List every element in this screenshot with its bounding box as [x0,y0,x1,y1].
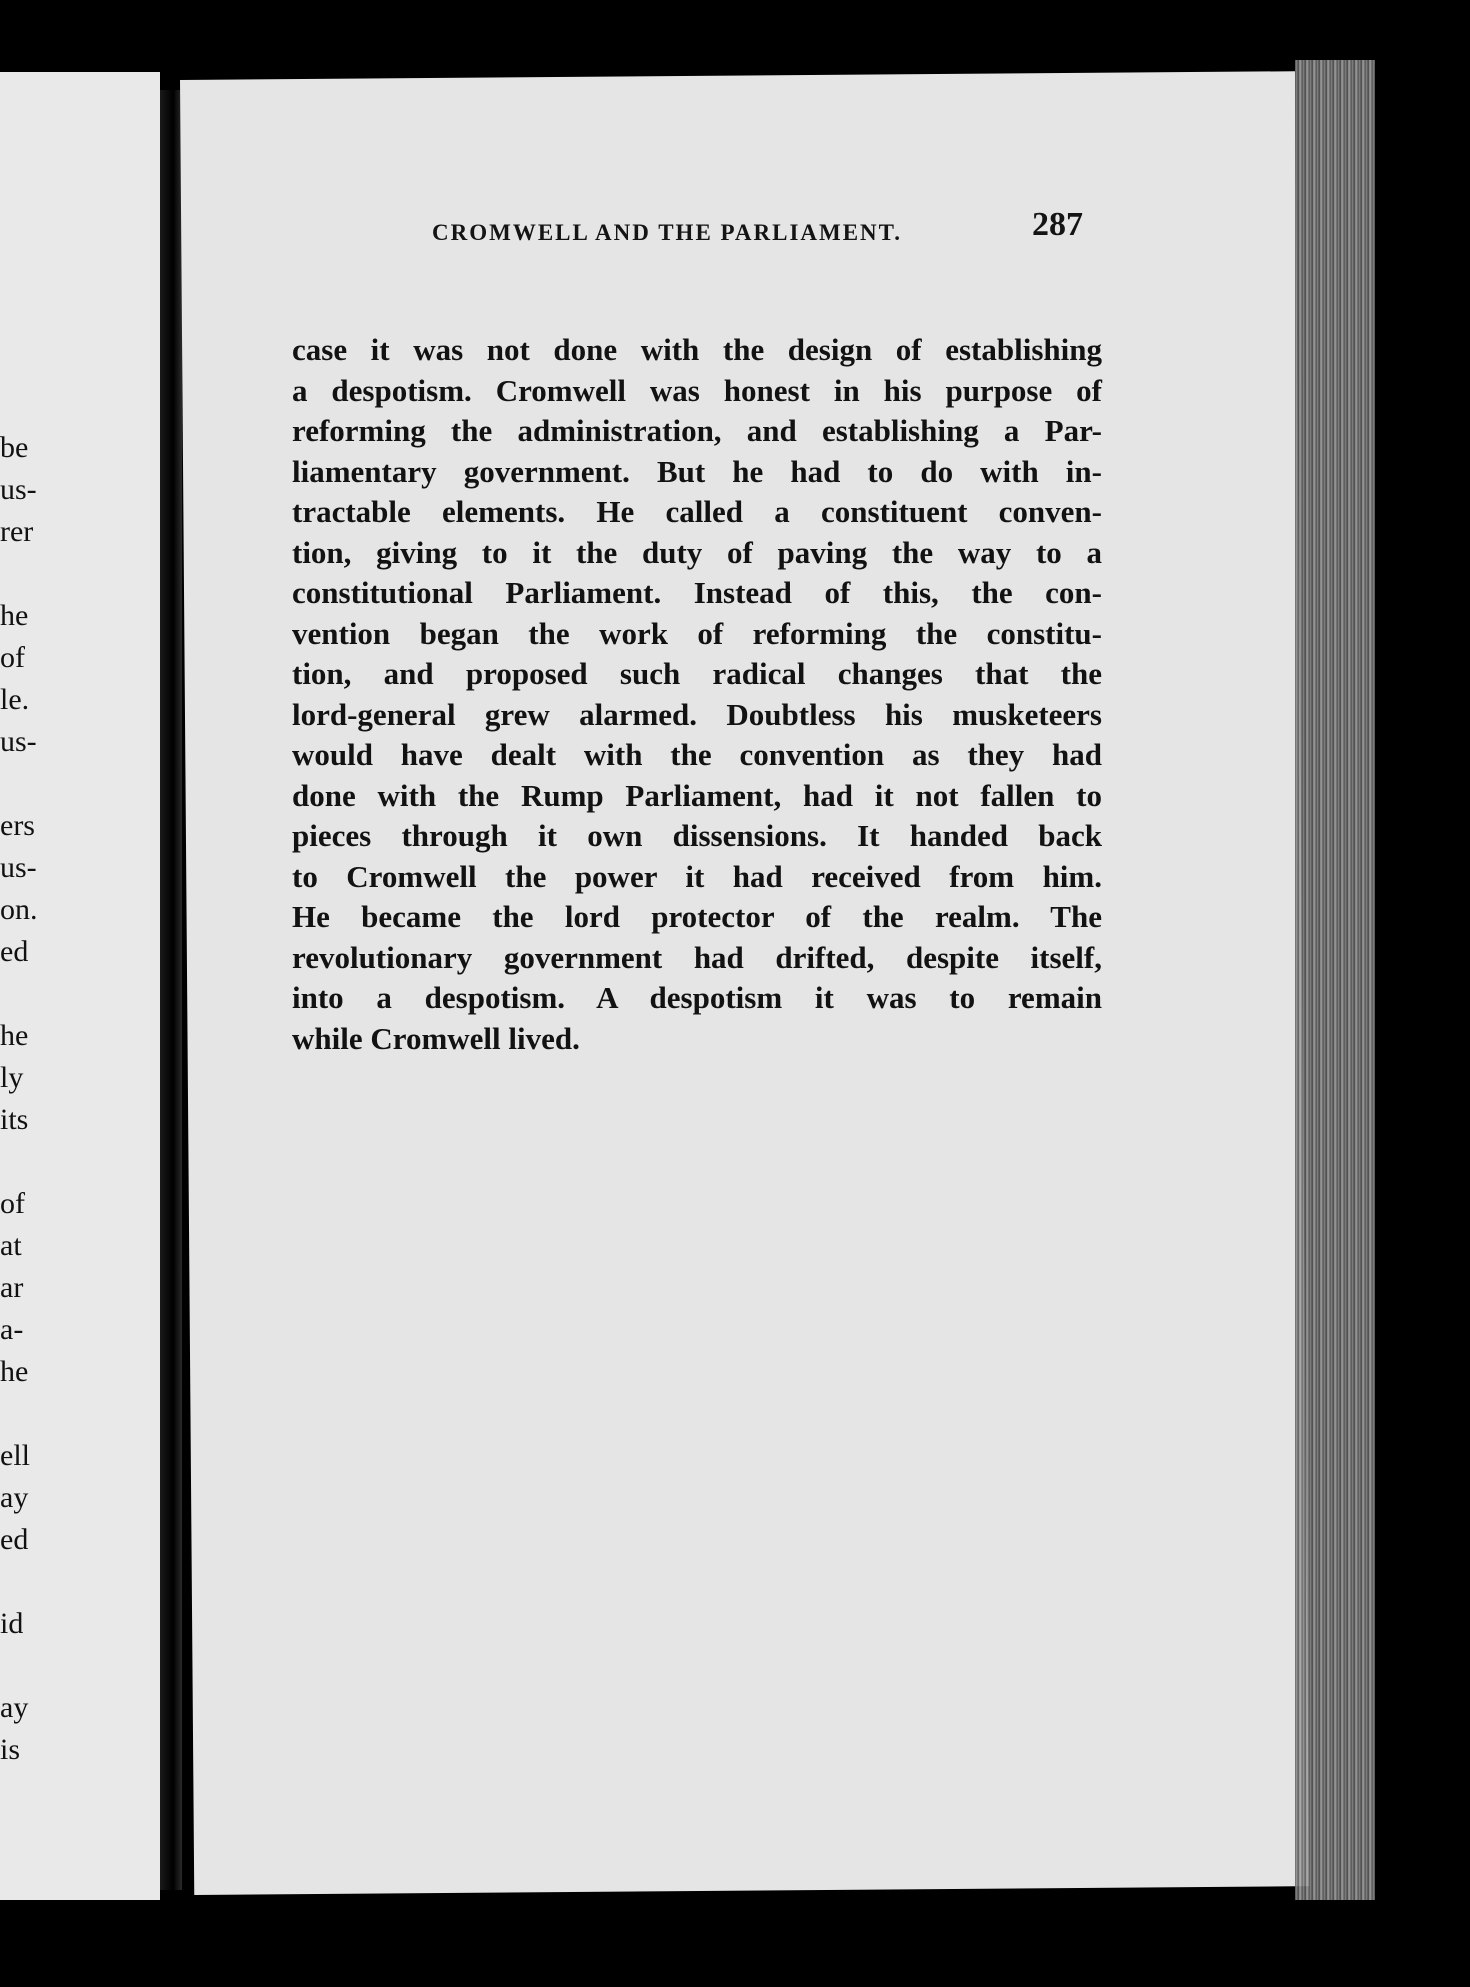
line-gap [0,1645,60,1687]
text-line: liamentary government. But he had to do with in- [292,453,1102,489]
text-fragment: ed [0,1523,29,1556]
text-line: reforming the administration, and establishing a Par- [292,413,1102,448]
text-fragment: ly [0,1061,24,1094]
left-facing-page [0,72,160,1900]
text-fragment: le. [0,683,30,716]
running-title: CROMWELL AND THE PARLIAMENT. [432,220,903,245]
body-paragraph [292,330,1102,1059]
text-line: tractable elements. He called a constituent conven- [292,494,1102,529]
text-fragment: is [0,1733,21,1766]
text-line: lord-general grew alarmed. Doubtless his musketeers [292,696,1102,732]
text-fragment: be [0,431,29,464]
text-fragment: he [0,599,29,632]
text-fragment: at [0,1229,22,1262]
text-fragment: ell [0,1439,30,1472]
text-line: a despotism. Cromwell was honest in his purpose of [292,372,1102,408]
text-fragment: of [0,641,25,674]
text-line: while Cromwell lived. [292,1020,580,1056]
text-fragment: ay [0,1481,29,1514]
page-number: 287 [1032,206,1083,243]
text-fragment: ar [0,1271,24,1304]
line-gap [0,1141,60,1183]
text-fragment: ers [0,809,35,842]
text-fragment: us- [0,473,37,506]
text-line: revolutionary government had drifted, despite itself, [292,939,1102,975]
text-fragment: rer [0,515,34,548]
line-gap [0,553,60,595]
scan-corner [1290,0,1470,60]
text-fragment: its [0,1103,29,1136]
text-fragment: on. [0,893,38,926]
page-block-edge [1295,60,1375,1900]
text-fragment: of [0,1187,25,1220]
line-gap [0,763,60,805]
text-fragment: he [0,1355,29,1388]
text-line: done with the Rump Parliament, had it not fallen to [292,777,1102,813]
text-fragment: ay [0,1691,29,1724]
line-gap [0,1561,60,1603]
text-line: tion, giving to it the duty of paving the way to a [292,534,1102,570]
line-gap [0,973,60,1015]
left-page-text-fragments [0,427,60,1771]
text-line: into a despotism. A despotism it was to remain [292,980,1102,1015]
text-fragment: he [0,1019,29,1052]
text-line: vention began the work of reforming the constitu- [292,615,1102,651]
text-line: to Cromwell the power it had received from him. [292,858,1102,894]
text-line: pieces through it own dissensions. It handed back [292,818,1102,853]
line-gap [0,1393,60,1435]
text-fragment: a- [0,1313,24,1346]
text-fragment: ed [0,935,29,968]
text-fragment: id [0,1607,24,1640]
text-line: case it was not done with the design of establishing [292,332,1102,367]
text-line: He became the lord protector of the realm. The [292,899,1102,934]
text-line: tion, and proposed such radical changes that the [292,656,1102,691]
text-fragment: us- [0,725,37,758]
text-line: would have dealt with the convention as they had [292,737,1102,772]
text-line: constitutional Parliament. Instead of this, the con- [292,575,1102,610]
book-gutter [160,90,182,1890]
text-fragment: us- [0,851,37,884]
